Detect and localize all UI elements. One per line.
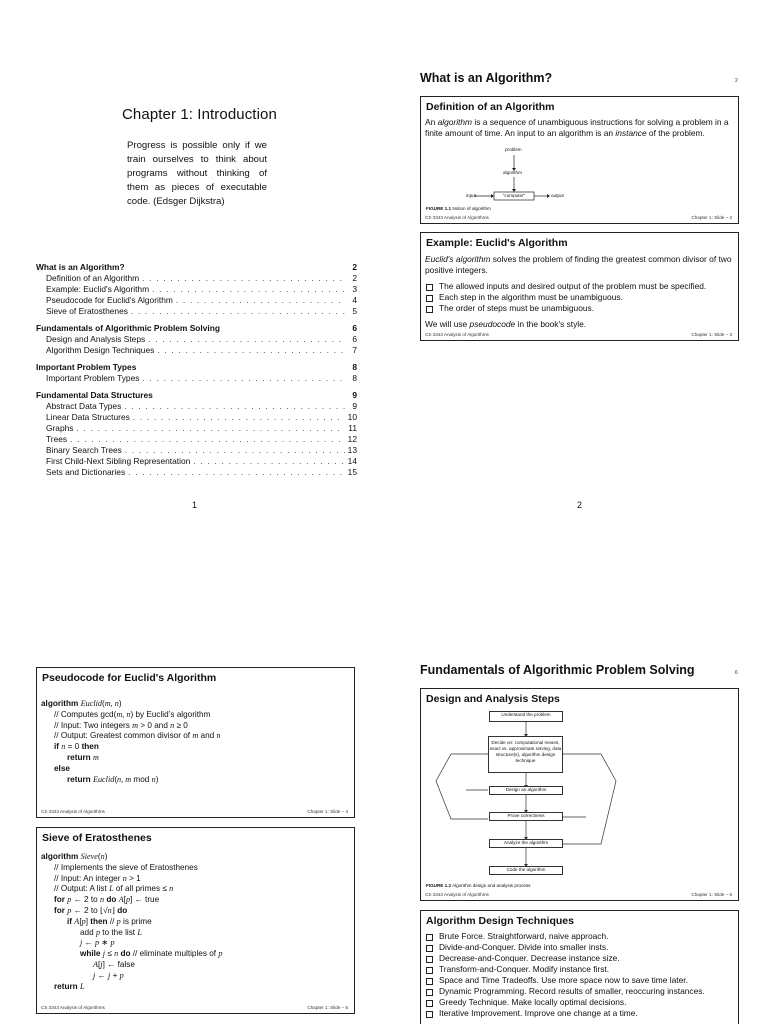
toc-entry-label: First Child-Next Sibling Representation [46, 456, 191, 466]
list-item: The allowed inputs and desired output of the problem must be specified. [425, 281, 732, 292]
toc-leader-dots [173, 295, 345, 306]
flow-step-understand: Understand the problem [489, 711, 563, 722]
list-item: Transform-and-Conquer. Modify instance first. [425, 964, 732, 975]
section-heading-fundamentals: Fundamentals of Algorithmic Problem Solving [420, 663, 695, 677]
figure-caption-label: FIGURE 1.1 [426, 206, 452, 211]
section-corner-number: 2 [735, 78, 738, 84]
toc-entry-page: 12 [347, 434, 357, 444]
slide-title: Example: Euclid's Algorithm [426, 237, 568, 249]
slide-design-techniques [420, 910, 739, 1024]
euclid-pseudocode: algorithm Euclid(m, n) // Computes gcd(m, n) by Euclid’s algorithm // Input: Two integers m > 0 and n ≥ 0 // Output: Greatest common divisor of m and n if n = 0 then return m else return Euclid(n, m mod n) [41, 699, 221, 784]
toc-entry-label: Sieve of Eratosthenes [46, 306, 128, 316]
list-item: Decrease-and-Conquer. Decrease instance size. [425, 953, 732, 964]
pseudocode-note [425, 319, 732, 330]
toc-leader-dots [130, 412, 345, 423]
toc-entry-label: Linear Data Structures [46, 412, 130, 422]
toc-section [36, 362, 357, 384]
footer-course: CS 3343 Analysis of Algorithms [425, 892, 489, 897]
figure-label-algorithm: algorithm [503, 170, 522, 175]
footer-course: CS 3343 Analysis of Algorithms [41, 809, 105, 814]
toc-entry[interactable] [36, 334, 357, 345]
toc-entry-label: Design and Analysis Steps [46, 334, 146, 344]
list-item: Each step in the algorithm must be unambiguous. [425, 292, 732, 303]
toc-section-heading[interactable] [36, 262, 357, 273]
toc-entry-page: 14 [347, 456, 357, 466]
dijkstra-quote: Progress is possible only if we train ourselves to think about programs without thinking of them as pieces of executable code. (Edsger Dijkstra) [127, 140, 267, 207]
figure-label-problem: problem [505, 147, 522, 152]
toc-heading-label: Fundamental Data Structures [36, 390, 153, 400]
toc-entry[interactable] [36, 373, 357, 384]
chapter-title: Chapter 1: Introduction [122, 106, 277, 123]
list-item: The order of steps must be unambiguous. [425, 303, 732, 314]
toc-entry-page: 4 [352, 295, 357, 305]
slide-footer [425, 332, 732, 337]
footer-course: CS 3343 Analysis of Algorithms [425, 215, 489, 220]
toc-heading-page: 8 [352, 362, 357, 372]
toc-entry-label: Trees [46, 434, 68, 444]
toc-entry-label: Abstract Data Types [46, 401, 122, 411]
figure-label-input: input [466, 193, 476, 198]
flow-step-analyze: Analyze the algorithm [489, 839, 563, 848]
slide-title: Sieve of Eratosthenes [42, 832, 152, 844]
toc-entry[interactable] [36, 273, 357, 284]
slide-title: Design and Analysis Steps [426, 693, 560, 705]
table-of-contents [36, 262, 357, 484]
pseudocode-note-part: in the book's style. [515, 319, 587, 329]
toc-entry-page: 5 [352, 306, 357, 316]
toc-leader-dots [125, 467, 345, 478]
sieve-pseudocode: algorithm Sieve(n) // Implements the sieve of Eratosthenes // Input: An integer n > 1 // Output: A list L of all primes ≤ n for p ← 2 to n do A[p] ← true for p ← 2 to ⌊√n⌋ do if A[p] then // p is prime add p to the list L j ← p ∗ p while j ≤ n do // eliminate multiples of p A[j] ← false j ← j + p return L [41, 852, 223, 991]
list-item: Iterative Improvement. Improve one change at a time. [425, 1008, 732, 1019]
toc-entry-page: 8 [352, 373, 357, 383]
figure-label-output: output [551, 193, 564, 198]
section-heading-what-is-algorithm: What is an Algorithm? [420, 71, 553, 85]
toc-entry[interactable] [36, 284, 357, 295]
toc-entry[interactable] [36, 306, 357, 317]
toc-entry-page: 3 [352, 284, 357, 294]
figure-caption-text: Notion of algorithm [452, 206, 491, 211]
toc-entry-label: Sets and Dictionaries [46, 467, 126, 477]
toc-leader-dots [121, 401, 345, 412]
footer-slide-number: Chapter 1: Slide – 6 [691, 892, 732, 897]
footer-course: CS 3343 Analysis of Algorithms [425, 332, 489, 337]
footer-slide-number: Chapter 1: Slide – 3 [691, 332, 732, 337]
toc-section-heading[interactable] [36, 323, 357, 334]
toc-leader-dots [149, 284, 345, 295]
toc-entry-label: Binary Search Trees [46, 445, 122, 455]
toc-entry-page: 13 [347, 445, 357, 455]
definition-text [425, 117, 732, 139]
toc-entry[interactable] [36, 467, 357, 478]
figure-caption-label: FIGURE 1.2 [426, 883, 452, 888]
slide-title: Algorithm Design Techniques [426, 915, 574, 927]
slide-euclid-pseudocode [36, 667, 355, 818]
euclid-intro-text: solves the problem of finding the greatest common divisor of two positive integers. [425, 254, 732, 275]
toc-section [36, 262, 357, 317]
footer-course: CS 3343 Analysis of Algorithms [41, 1005, 105, 1010]
toc-leader-dots [139, 373, 345, 384]
toc-entry-page: 9 [352, 401, 357, 411]
toc-section-heading[interactable] [36, 362, 357, 373]
footer-slide-number: Chapter 1: Slide – 2 [691, 215, 732, 220]
flow-step-code: Code the algorithm [489, 866, 563, 875]
slide-footer [425, 215, 732, 220]
definition-text-part: of the problem. [646, 128, 705, 138]
instance-term: instance [615, 128, 647, 138]
toc-entry-page: 6 [352, 334, 357, 344]
slide-sieve [36, 827, 355, 1014]
slide-footer [425, 892, 732, 897]
list-item: Brute Force. Straightforward, naive approach. [425, 931, 732, 942]
slide-title: Pseudocode for Euclid's Algorithm [42, 672, 217, 684]
toc-entry-label: Algorithm Design Techniques [46, 345, 155, 355]
toc-entry[interactable] [36, 434, 357, 445]
toc-entry-label: Definition of an Algorithm [46, 273, 140, 283]
toc-entry[interactable] [36, 345, 357, 356]
pseudocode-term: pseudocode [469, 319, 516, 329]
footer-slide-number: Chapter 1: Slide – 5 [307, 1005, 348, 1010]
toc-entry[interactable] [36, 401, 357, 412]
toc-entry-page: 15 [347, 467, 357, 477]
toc-leader-dots [190, 456, 345, 467]
toc-entry-label: Important Problem Types [46, 373, 140, 383]
slide-design-analysis-steps [420, 688, 739, 901]
slide-euclid-example [420, 232, 739, 341]
toc-entry-page: 7 [352, 345, 357, 355]
toc-section [36, 390, 357, 478]
toc-entry-page: 11 [348, 423, 357, 433]
toc-entry-page: 10 [347, 412, 357, 422]
toc-leader-dots [67, 434, 345, 445]
slide-footer [41, 809, 348, 814]
page-number-1: 1 [192, 500, 198, 510]
design-process-flowchart [421, 689, 739, 901]
toc-heading-page: 2 [352, 262, 357, 272]
toc-entry-label: Pseudocode for Euclid's Algorithm [46, 295, 173, 305]
euclid-requirements-list [425, 281, 732, 314]
figure-caption [426, 206, 491, 211]
slide-footer [41, 1005, 348, 1010]
flow-step-prove: Prove correctness [489, 812, 563, 821]
toc-leader-dots [122, 445, 345, 456]
toc-section [36, 323, 357, 356]
toc-entry[interactable] [36, 423, 357, 434]
notion-of-algorithm-diagram [461, 147, 621, 209]
definition-text-part: is a sequence of unambiguous instructions for solving a problem in a finite amount of time. An input to an algorithm is an [425, 117, 729, 138]
list-item: Greedy Technique. Make locally optimal decisions. [425, 997, 732, 1008]
toc-leader-dots [139, 273, 345, 284]
euclid-term: Euclid's algorithm [425, 254, 491, 264]
toc-heading-label: Important Problem Types [36, 362, 137, 372]
toc-section-heading[interactable] [36, 390, 357, 401]
page-number-2: 2 [577, 500, 583, 510]
definition-text-part: An [425, 117, 438, 127]
toc-entry[interactable] [36, 456, 357, 467]
slide-definition [420, 96, 739, 224]
slide-title: Definition of an Algorithm [426, 101, 555, 113]
toc-heading-page: 6 [352, 323, 357, 333]
definition-term: algorithm [437, 117, 473, 127]
flow-step-decide: Decide on: computational means, exact vs. approximate solving, data structure(s), algorithm design technique [488, 736, 563, 773]
toc-leader-dots [145, 334, 345, 345]
flow-step-design: Design an algorithm [489, 786, 563, 795]
figure-label-computer: "computer" [502, 193, 526, 198]
footer-slide-number: Chapter 1: Slide – 4 [307, 809, 348, 814]
toc-entry-label: Graphs [46, 423, 74, 433]
list-item: Divide-and-Conquer. Divide into smaller insts. [425, 942, 732, 953]
design-techniques-list [425, 931, 732, 1019]
toc-entry[interactable] [36, 295, 357, 306]
toc-leader-dots [128, 306, 345, 317]
toc-heading-label: What is an Algorithm? [36, 262, 125, 272]
figure-caption [426, 883, 530, 888]
toc-entry[interactable] [36, 445, 357, 456]
toc-entry-label: Example: Euclid's Algorithm [46, 284, 150, 294]
figure-caption-text: Algorithm design and analysis process [452, 883, 531, 888]
toc-leader-dots [73, 423, 345, 434]
toc-entry-page: 2 [352, 273, 357, 283]
toc-heading-label: Fundamentals of Algorithmic Problem Solving [36, 323, 220, 333]
toc-leader-dots [154, 345, 345, 356]
euclid-intro [425, 254, 732, 276]
list-item: Space and Time Tradeoffs. Use more space now to save time later. [425, 975, 732, 986]
pseudocode-note-part: We will use [425, 319, 470, 329]
list-item: Dynamic Programming. Record results of smaller, reoccuring instances. [425, 986, 732, 997]
toc-entry[interactable] [36, 412, 357, 423]
section-corner-number: 6 [735, 670, 738, 676]
toc-heading-page: 9 [352, 390, 357, 400]
